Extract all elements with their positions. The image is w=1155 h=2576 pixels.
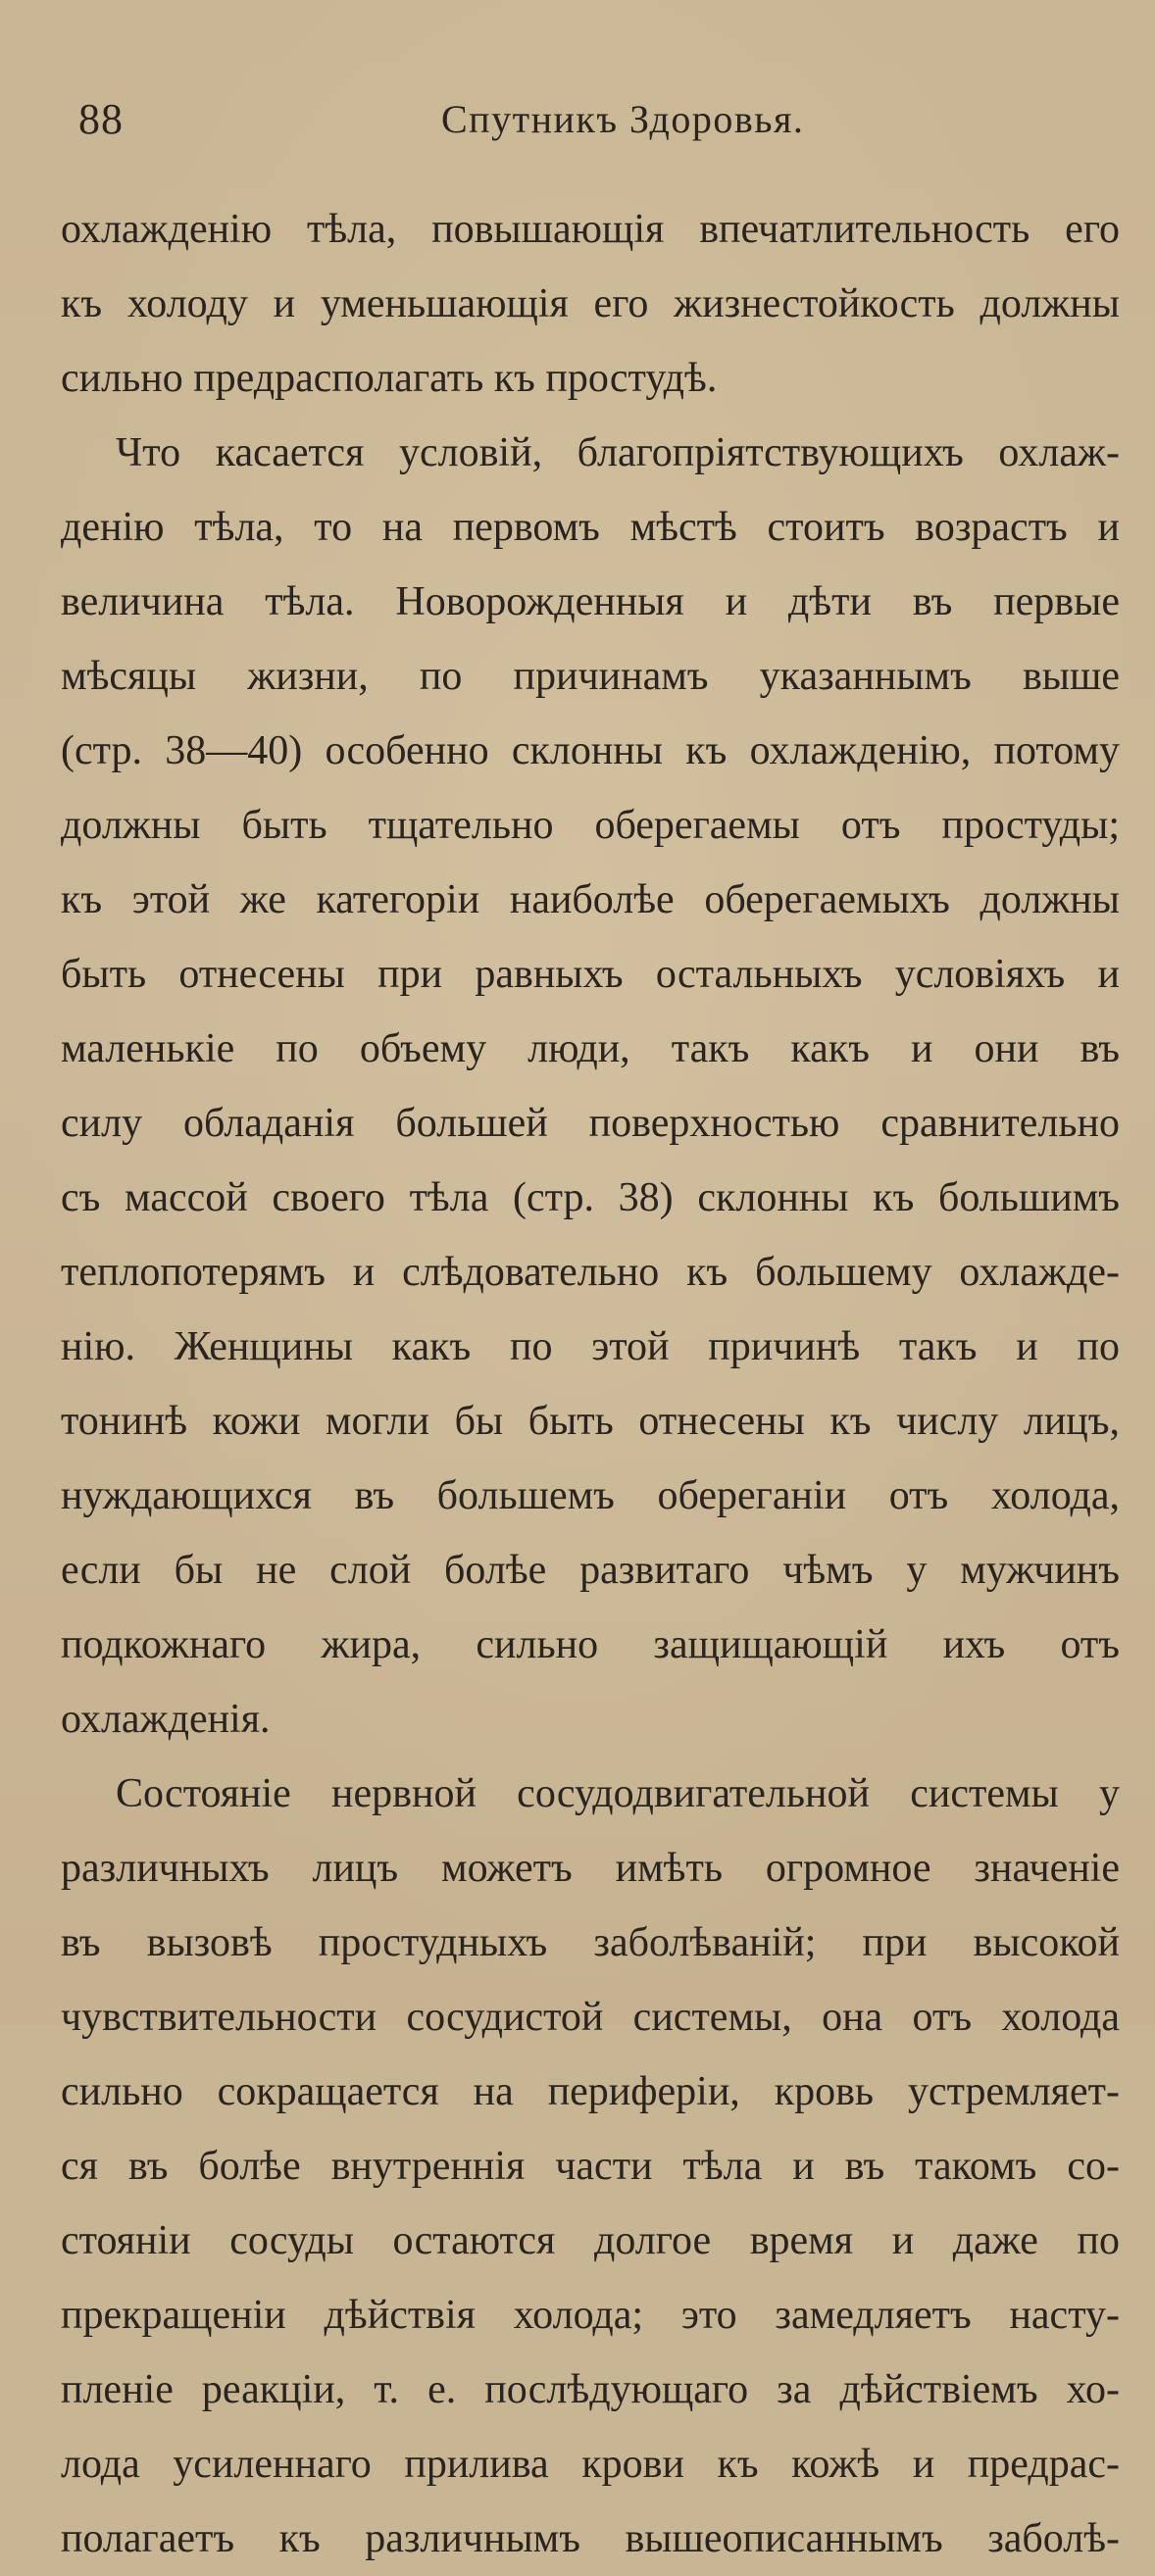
text-line: къ холоду и уменьшающія его жизнестойкость должны (61, 281, 1120, 326)
text-line: къ этой же категоріи наиболѣе оберегаемыхъ должны (61, 877, 1120, 922)
text-line: быть отнесены при равныхъ остальныхъ условіяхъ и (61, 952, 1120, 997)
text-line: теплопотерямъ и слѣдовательно къ большему охлажде- (61, 1250, 1120, 1295)
body-text (61, 192, 1120, 2576)
text-line: (стр. 38—40) особенно склонны къ охлажденію, потому (61, 728, 1120, 773)
text-line: сильно сокращается на периферіи, кровь устремляет- (61, 2069, 1120, 2114)
running-title: Спутникъ Здоровья. (441, 97, 805, 141)
text-line: лода усиленнаго прилива крови къ кожѣ и предрас- (61, 2442, 1120, 2487)
text-line: полагаетъ къ различнымъ вышеописаннымъ заболѣ- (61, 2516, 1120, 2561)
text-line: мѣсяцы жизни, по причинамъ указаннымъ выше (61, 654, 1120, 699)
page-number: 88 (78, 95, 124, 143)
paragraph-start-line: Состояніе нервной сосудодвигательной системы у (116, 1771, 1120, 1816)
text-line: охлажденію тѣла, повышающія впечатлительность его (61, 207, 1120, 252)
text-line: ся въ болѣе внутреннія части тѣла и въ такомъ со- (61, 2144, 1120, 2189)
text-line: подкожнаго жира, сильно защищающій ихъ отъ (61, 1622, 1120, 1667)
page-header (78, 90, 1118, 149)
text-line: сильно предрасполагать къ простудѣ. (61, 356, 718, 401)
text-line: маленькіе по объему люди, такъ какъ и они въ (61, 1026, 1120, 1071)
text-line: охлажденія. (61, 1697, 271, 1742)
text-line: если бы не слой болѣе развитаго чѣмъ у мужчинъ (61, 1548, 1120, 1593)
text-line: различныхъ лицъ можетъ имѣть огромное значеніе (61, 1846, 1120, 1891)
text-line: нію. Женщины какъ по этой причинѣ такъ и по (61, 1324, 1120, 1369)
text-line: тонинѣ кожи могли бы быть отнесены къ числу лицъ, (61, 1399, 1120, 1444)
text-line: въ вызовѣ простудныхъ заболѣваній; при высокой (61, 1920, 1120, 1965)
text-line: силу обладанія большей поверхностью сравнительно (61, 1101, 1120, 1146)
text-line: денію тѣла, то на первомъ мѣстѣ стоитъ возрастъ и (61, 505, 1120, 550)
paragraph-start-line: Что касается условій, благопріятствующихъ охлаж- (116, 430, 1120, 475)
text-line: съ массой своего тѣла (стр. 38) склонны къ большимъ (61, 1175, 1120, 1220)
text-line: пленіе реакціи, т. е. послѣдующаго за дѣйствіемъ хо- (61, 2367, 1120, 2412)
text-line: прекращеніи дѣйствія холода; это замедляетъ насту- (61, 2293, 1120, 2338)
text-line: нуждающихся въ большемъ обереганіи отъ холода, (61, 1473, 1120, 1518)
text-line: чувствительности сосудистой системы, она отъ холода (61, 1995, 1120, 2040)
text-line: должны быть тщательно оберегаемы отъ простуды; (61, 803, 1120, 848)
text-line: величина тѣла. Новорожденныя и дѣти въ первые (61, 579, 1120, 624)
text-line: стояніи сосуды остаются долгое время и даже по (61, 2218, 1120, 2263)
